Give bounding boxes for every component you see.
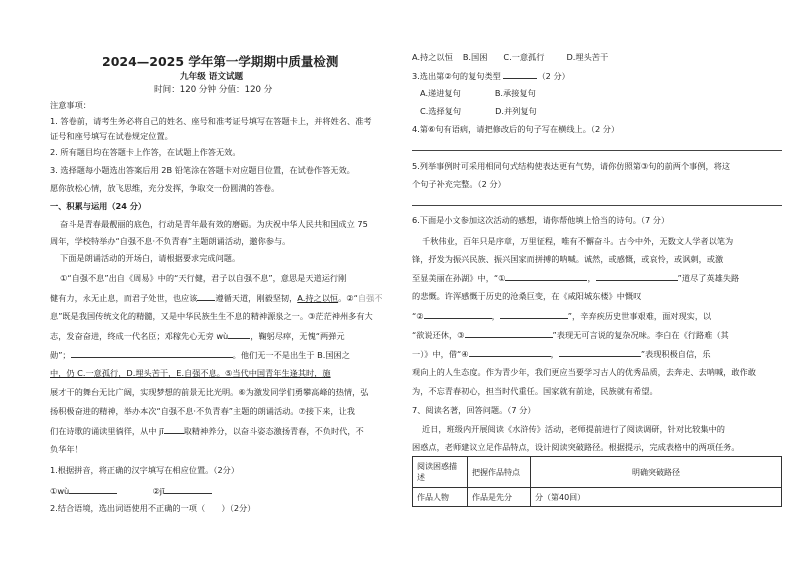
question-4: 4.第⑥句有语病，请把修改后的句子写在横线上。（2 分） — [412, 124, 620, 134]
notice-heading: 注意事项： — [50, 100, 91, 110]
answer-field[interactable] — [164, 485, 212, 494]
table-header-row — [413, 457, 782, 488]
paragraph-line: 中，仍 C.一意孤行，D.埋头苦干，E.自强不息。⑤当代中国青年生逢其时，施 — [50, 368, 331, 378]
paragraph-line: 一）》中，借“④ ， ”表现积极自信，乐 — [412, 349, 711, 359]
question-6: 6.下面是小文参加这次活动的感想，请你帮他填上恰当的诗句。（7 分） — [412, 215, 670, 225]
paragraph-line: 奋斗是青春最靓丽的底色，行动是青年最有效的磨砺。为庆祝中华人民共和国成立 75 — [60, 219, 368, 229]
paragraph-line: 为，不忘青春初心，担当时代重任。国家就有前途，民族就有希望。 — [412, 386, 658, 396]
paragraph-line: “② ， ”，辛弃疾历史世事艰难，面对现实，以 — [412, 311, 712, 321]
notice-item: 证号和座号填写在试卷规定位置。 — [50, 131, 173, 141]
blank — [71, 349, 233, 358]
question-1-answers: ①wù ②jī — [50, 485, 212, 497]
table-header-cell: 把握作品特点 — [468, 457, 531, 488]
answer-field[interactable] — [505, 272, 587, 281]
answer-field[interactable] — [559, 348, 641, 357]
section-heading: 一、积累与运用（24 分） — [50, 201, 147, 211]
table-cell: 作品是先分 — [468, 488, 531, 507]
paragraph-line: ①“自强不息”出自《周易》中的“天行健，君子以自强不息”，意思是天道运行刚 — [60, 273, 347, 283]
paragraph-line: 志，发奋奋进，终成一代名臣；邓稼先心无旁 wù ，鞠躬尽瘁，无愧“两弹元 — [50, 331, 345, 341]
exam-subtitle: 九年级 语文试题 — [180, 72, 244, 82]
table-header-cell: 明确突破路径 — [531, 457, 782, 488]
question-3: 3.选出第②句的复句类型 （2 分） — [412, 71, 570, 81]
table-header-cell: 阅读困惑描述 — [413, 457, 468, 488]
paragraph-line: “欲说还休，③ ”表现无可言说的复杂况味。李白在《行路难（其 — [412, 330, 729, 340]
table-cell: 作品人物 — [413, 488, 468, 507]
blank — [228, 330, 250, 339]
answer-field[interactable] — [69, 485, 117, 494]
question-7: 7、阅读名著，回答问题。（7 分） — [412, 405, 536, 415]
paragraph-line: 的悲慨。许浑感慨于历史的沧桑巨变，在《咸阳城东楼》中慨叹 — [412, 291, 642, 301]
answer-field[interactable] — [465, 329, 553, 338]
paragraph-line: 展才干的舞台无比广阔，实现梦想的前景无比光明。⑥为激发同学们勇攀高峰的热情，弘 — [50, 387, 369, 397]
paragraph-line: 至显美丽在孙湖》中，“① ， ”道尽了英雄失路 — [412, 273, 740, 283]
question-1: 1.根据拼音，将正确的汉字填写在相应位置。（2分） — [50, 465, 240, 475]
question-2: 2.结合语境，选出词语使用不正确的一项（ ）（2分） — [50, 503, 256, 513]
paragraph-line: 负华年！ — [50, 444, 83, 454]
blank — [164, 425, 184, 434]
question-5: 个句子补充完整。（2 分） — [412, 179, 506, 189]
table-row — [413, 488, 782, 507]
paragraph-line: 们在诗歌的诵读里徜徉，从中 jī 取精神养分，以奋斗姿态激扬青春，不负时代，不 — [50, 426, 364, 436]
answer-field[interactable] — [503, 70, 537, 79]
table-cell[interactable]: 分（第40回） — [531, 488, 782, 507]
notice-item: 1. 答卷前，请考生务必将自己的姓名、座号和准考证号填写在答题卡上，并将姓名、准考 — [50, 116, 372, 126]
answer-field[interactable] — [469, 348, 551, 357]
paragraph-line: 观向上的人生态度。作为青少年，我们更应当要学习古人的优秀品质，去奔走、去呐喊，敢作敢 — [412, 367, 756, 377]
exam-time: 时间：120 分钟 分值：120 分 — [154, 85, 273, 95]
notice-item: 愿你放松心情，放飞思维，充分发挥，争取交一份圆满的答卷。 — [50, 183, 280, 193]
answer-field[interactable] — [500, 310, 568, 319]
blank — [197, 292, 215, 301]
paragraph-line: 扬积极奋进的精神，举办本次“自强不息·不负青春”主题的朗诵活动。⑦接下来，让我 — [50, 406, 355, 416]
answer-field[interactable] — [424, 310, 492, 319]
paragraph-line: 周年，学校特举办“自强不息·不负青春”主题朗诵活动，邀你参与。 — [50, 236, 291, 246]
answer-line[interactable] — [412, 150, 782, 151]
reading-table — [412, 456, 782, 507]
paragraph-line: 锋，抒发为振兴民族、振兴国家而拼搏的呐喊。诚然，或感慨，或哀怜，或讽刺，或激 — [412, 254, 724, 264]
answer-line[interactable] — [412, 205, 782, 206]
question-3-options: A.递进复句 B.承接复句 — [420, 88, 536, 98]
paragraph-line: 勋”； 。他们无一不是出生于 B.国困之 — [50, 350, 350, 360]
question-5: 5.列举事例时可采用相同句式结构使表达更有气势，请你仿照第③句的前两个事例，将这 — [412, 161, 731, 171]
notice-item: 3. 选择题每小题选出答案后用 2B 铅笔涂在答题卡对应题目位置，在试卷作答无效。 — [50, 165, 355, 175]
question-2-options: A.持之以恒 B.国困 C.一意孤行 D.埋头苦干 — [412, 52, 609, 62]
exam-title: 2024—2025 学年第一学期期中质量检测 — [102, 54, 339, 69]
paragraph-line: 近日，班级内开展阅读《水浒传》活动，老师提前进行了阅读调研，针对比较集中的 — [422, 424, 725, 434]
paragraph-line: 息”既是我国传统文化的精髓，又是中华民族生生不息的精神源泉之一。③茫茫神州多有大 — [50, 311, 373, 321]
notice-item: 2. 所有题目均在答题卡上作答，在试题上作答无效。 — [50, 147, 241, 157]
paragraph-line: 困惑点，老师建议立足作品特点，设计阅读突破路径。根据提示，完成表格中的两项任务。 — [412, 442, 740, 452]
paragraph-line: 千秋伟业，百年只是序章，万里征程，唯有不懈奋斗。古今中外，无数文人学者以笔为 — [422, 236, 734, 246]
answer-field[interactable] — [596, 272, 678, 281]
paragraph-line: 健有力，永无止息，而君子处世，也应该 遵循天道，刚毅坚韧，A.持之以恒。②“自强不 — [50, 293, 383, 303]
paragraph-line: 下面是朗诵活动的开场白，请根据要求完成问题。 — [60, 253, 241, 263]
question-3-options: C.选择复句 D.并列复句 — [420, 106, 537, 116]
